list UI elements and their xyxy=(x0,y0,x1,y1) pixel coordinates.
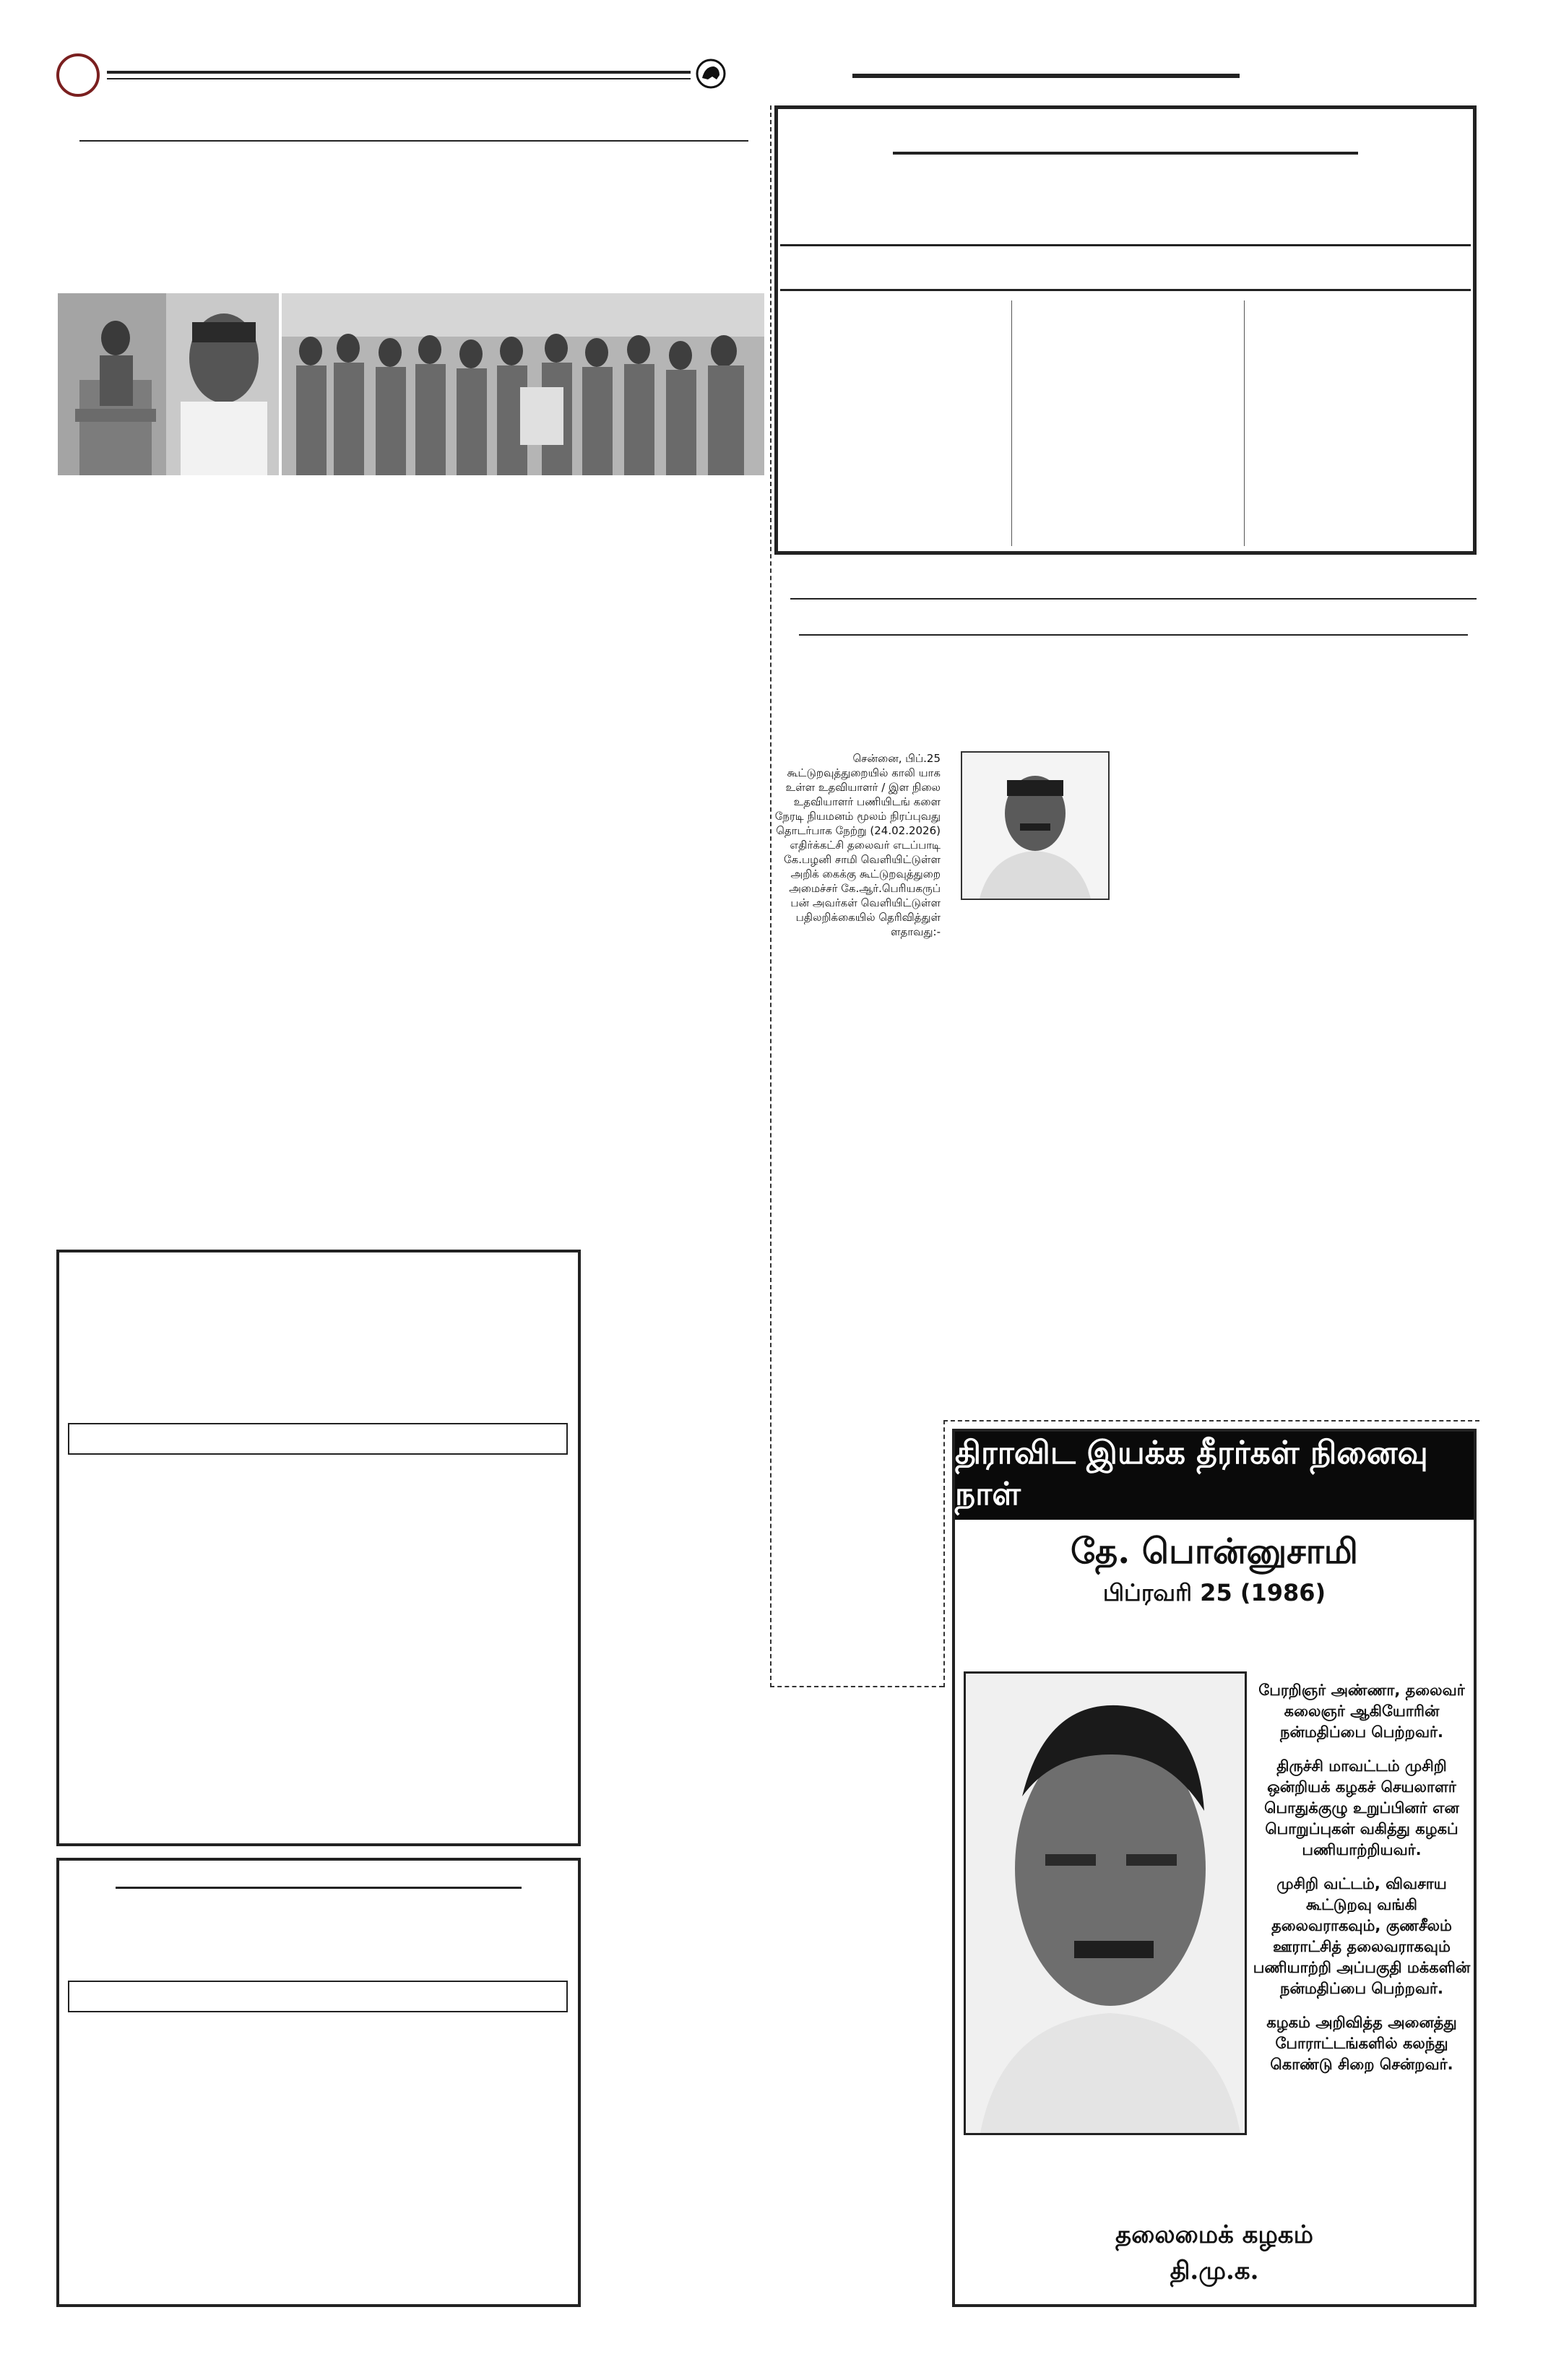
tribute-banner-text: திராவிட இயக்க தீரர்கள் நினைவு நாள் xyxy=(955,1435,1428,1513)
tribute-dashed-left xyxy=(943,1420,945,1687)
tribute-bio-paragraph: பேரறிஞர் அண்ணா, தலைவர் கலைஞர் ஆகியோரின் நன்மதிப்பை பெற்றவர். xyxy=(1258,1682,1465,1741)
tribute-footer-line2: தி.மு.க. xyxy=(1170,2256,1259,2285)
tribute-bio xyxy=(1251,1680,1472,2088)
tribute-banner xyxy=(955,1432,1474,1520)
right-top-box-headline-rule xyxy=(893,152,1358,155)
right-top-box xyxy=(774,105,1477,555)
tribute-bio-paragraph: கழகம் அறிவித்த அனைத்து போராட்டங்களில் கலந்து கொண்டு சிறை சென்றவர். xyxy=(1266,2014,1457,2073)
speaker-at-podium-photo xyxy=(58,293,279,475)
right-article-rule-2 xyxy=(799,634,1468,636)
women-group-photo xyxy=(282,293,764,475)
left-box-2-inner-bar xyxy=(68,1981,568,2012)
right-top-box-col-divider-1 xyxy=(1011,300,1012,546)
right-header-rule xyxy=(852,74,1240,78)
right-column-dashed-bottom xyxy=(770,1686,943,1687)
left-box-1 xyxy=(56,1250,581,1846)
left-box-2-headline-rule xyxy=(116,1887,522,1889)
rising-sun-emblem-icon xyxy=(695,58,727,90)
tribute-footer-line1: தலைமைக் கழகம் xyxy=(1115,2220,1313,2249)
right-top-box-col-divider-2 xyxy=(1244,300,1245,546)
tribute-bio-paragraph: முசிறி வட்டம், விவசாய கூட்டுறவு வங்கி தலைவராகவும், குணசீலம் ஊராட்சித் தலைவராகவும் பணியாற்றி அப்பகுதி மக்களின் நன்மதிப்பை பெற்றவர். xyxy=(1253,1875,1471,1997)
tribute-name: தே. பொன்னுசாமி xyxy=(1070,1531,1359,1572)
tribute-date: பிப்ரவரி 25 (1986) xyxy=(1102,1579,1326,1606)
header-rule-bottom xyxy=(107,78,691,79)
right-top-box-rule-2 xyxy=(780,289,1471,291)
tribute-dashed-top xyxy=(943,1420,1479,1421)
page-number-circle xyxy=(56,53,100,97)
left-box-2 xyxy=(56,1858,581,2307)
left-box-1-inner-bar xyxy=(68,1423,568,1455)
tribute-portrait-photo xyxy=(964,1671,1247,2135)
right-column-dashed-border xyxy=(770,105,772,1687)
minister-portrait-photo xyxy=(961,751,1110,900)
right-article-dateline-text: சென்னை, பிப்.25 கூட்டுறவுத்துறையில் காலி யாக உள்ள உதவியாளர் / இள நிலை உதவியாளர் பணியிடங் களை நேரடி நியமனம் மூலம் நிரப்புவது தொடர்பாக நேற்று (24.02.2026) எதிர்க்கட்சி தலைவர் எடப்பாடி கே.பழனி சாமி வெளியிட்டுள்ள அறிக் கைக்கு கூட்டுறவுத்துறை அமைச்சர் கே.ஆர்.பெரியகருப் பன் அவர்கள் வெளியிட்டுள்ள பதிலறிக்கையில் தெரிவித்துள் ளதாவது:- xyxy=(774,752,941,938)
header-rule-top xyxy=(107,71,691,74)
right-top-box-rule-1 xyxy=(780,244,1471,246)
tribute-bio-paragraph: திருச்சி மாவட்டம் முசிறி ஒன்றியக் கழகச் செயலாளர் பொதுக்குழு உறுப்பினர் என பொறுப்புகள் வகித்து கழகப் பணியாற்றியவர். xyxy=(1264,1757,1459,1858)
right-article-rule-1 xyxy=(790,598,1477,600)
left-headline-rule xyxy=(79,140,748,142)
